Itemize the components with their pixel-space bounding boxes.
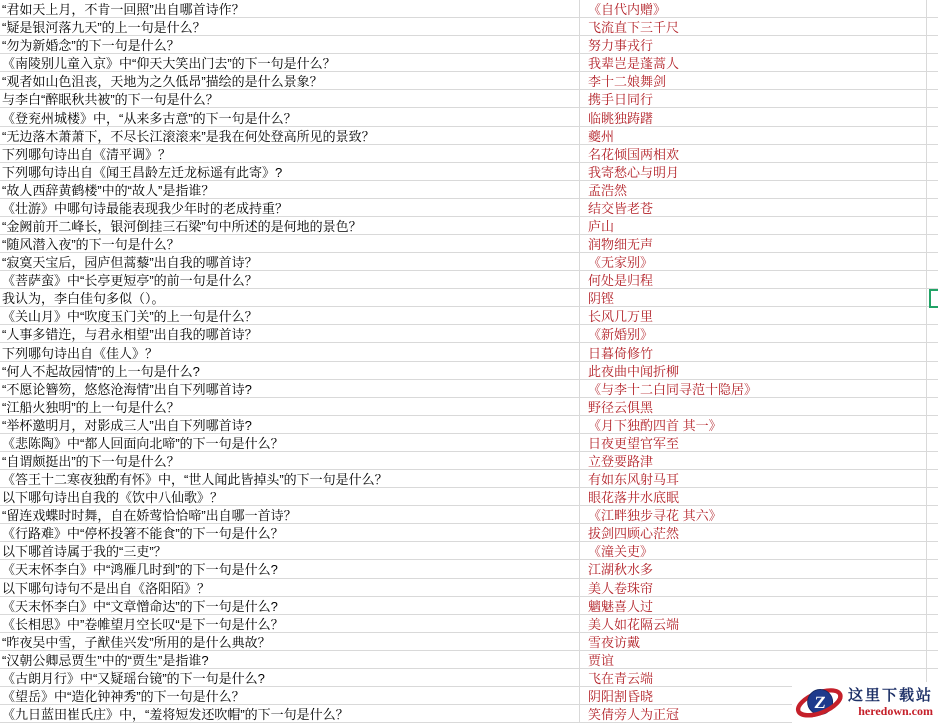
table-row: [0, 343, 938, 361]
right-margin-cell[interactable]: [927, 0, 938, 17]
table-row: [0, 380, 938, 398]
question-cell[interactable]: “举杯邀明月，对影成三人”出自下列哪首诗?: [0, 416, 580, 433]
right-margin-cell[interactable]: [927, 271, 938, 288]
table-row: [0, 0, 938, 18]
answer-cell[interactable]: 贾谊: [580, 651, 927, 668]
table-row: [0, 289, 938, 307]
answer-cell[interactable]: 眼花落井水底眠: [580, 488, 927, 505]
table-row: [0, 145, 938, 163]
right-margin-cell[interactable]: [927, 181, 938, 198]
table-row: [0, 54, 938, 72]
watermark-text: [848, 687, 933, 718]
answer-cell[interactable]: 孟浩然: [580, 181, 927, 198]
question-cell[interactable]: 与李白“醉眠秋共被”的下一句是什么？: [0, 90, 580, 107]
table-row: [0, 199, 938, 217]
table-row: [0, 181, 938, 199]
table-row: [0, 253, 938, 271]
question-cell[interactable]: 《登兖州城楼》中，“从来多古意”的下一句是什么？: [0, 108, 580, 125]
right-margin-cell[interactable]: [927, 90, 938, 107]
table-row: [0, 362, 938, 380]
right-margin-cell[interactable]: [927, 579, 938, 596]
table-row: [0, 633, 938, 651]
right-margin-cell[interactable]: [927, 524, 938, 541]
question-cell[interactable]: “汉朝公卿忌贾生”中的“贾生”是指谁?: [0, 651, 580, 668]
question-cell[interactable]: “故人西辞黄鹤楼”中的“故人”是指谁？: [0, 181, 580, 198]
answer-cell[interactable]: 飞在青云端: [580, 669, 927, 686]
answer-cell[interactable]: 《无家别》: [580, 253, 927, 270]
right-margin-cell[interactable]: [927, 199, 938, 216]
answer-cell[interactable]: 名花倾国两相欢: [580, 145, 927, 162]
right-margin-cell[interactable]: [927, 163, 938, 180]
right-margin-cell[interactable]: [927, 325, 938, 342]
answer-cell[interactable]: 野径云俱黑: [580, 398, 927, 415]
answer-cell[interactable]: 我寄愁心与明月: [580, 163, 927, 180]
answer-cell[interactable]: 魑魅喜人过: [580, 597, 927, 614]
answer-cell[interactable]: 携手日同行: [580, 90, 927, 107]
question-cell[interactable]: 《答王十二寒夜独酌有怀》中，“世人闻此皆掉头”的下一句是什么？: [0, 470, 580, 487]
right-margin-cell[interactable]: [927, 18, 938, 35]
answer-cell[interactable]: 我辈岂是蓬蒿人: [580, 54, 927, 71]
right-margin-cell[interactable]: [927, 54, 938, 71]
question-cell[interactable]: “昨夜吴中雪，子猷佳兴发”所用的是什么典故？: [0, 633, 580, 650]
answer-cell[interactable]: 飞流直下三千尺: [580, 18, 927, 35]
right-margin-cell[interactable]: [927, 506, 938, 523]
question-cell[interactable]: 《长相思》中”卷帷望月空长叹“是下一句是什么？: [0, 615, 580, 632]
question-cell[interactable]: “何人不起故园情”的上一句是什么?: [0, 362, 580, 379]
answer-cell[interactable]: 立登要路津: [580, 452, 927, 469]
right-margin-cell[interactable]: [927, 488, 938, 505]
answer-cell[interactable]: 阴阳割昏晓: [580, 687, 927, 704]
answer-cell[interactable]: 结交皆老苍: [580, 199, 927, 216]
question-cell[interactable]: 《南陵别儿童入京》中“仰天大笑出门去”的下一句是什么？: [0, 54, 580, 71]
table-row: [0, 108, 938, 126]
question-cell[interactable]: 《行路难》中“停杯投箸不能食”的下一句是什么？: [0, 524, 580, 541]
right-margin-cell[interactable]: [927, 343, 938, 360]
table-row: [0, 524, 938, 542]
question-cell[interactable]: “寂寞天宝后，园庐但蒿藜”出自我的哪首诗？: [0, 253, 580, 270]
right-margin-cell[interactable]: [927, 307, 938, 324]
question-cell[interactable]: 《九日蓝田崔氏庄》中，“羞将短发还吹帽”的下一句是什么？: [0, 705, 580, 722]
right-margin-cell[interactable]: [927, 542, 938, 559]
answer-cell[interactable]: 《自代内赠》: [580, 0, 927, 17]
right-margin-cell[interactable]: [927, 127, 938, 144]
answer-cell[interactable]: 江湖秋水多: [580, 560, 927, 577]
question-cell[interactable]: “留连戏蝶时时舞，自在娇莺恰恰啼”出自哪一首诗？: [0, 506, 580, 523]
answer-cell[interactable]: 润物细无声: [580, 235, 927, 252]
answer-cell[interactable]: 有如东风射马耳: [580, 470, 927, 487]
answer-cell[interactable]: 阴铿: [580, 289, 927, 306]
table-row: [0, 488, 938, 506]
question-cell[interactable]: “江船火独明”的上一句是什么？: [0, 398, 580, 415]
question-cell[interactable]: 下列哪句诗出自《闻王昌龄左迁龙标遥有此寄》?: [0, 163, 580, 180]
answer-cell[interactable]: 《新婚别》: [580, 325, 927, 342]
table-row: [0, 579, 938, 597]
selected-cell-indicator[interactable]: [929, 289, 938, 308]
question-cell[interactable]: 我认为，李白佳句多似（）。: [0, 289, 580, 306]
right-margin-cell[interactable]: [927, 217, 938, 234]
question-cell[interactable]: “随风潜入夜”的下一句是什么？: [0, 235, 580, 252]
answer-cell[interactable]: 日暮倚修竹: [580, 343, 927, 360]
question-cell[interactable]: 下列哪句诗出自《清平调》？: [0, 145, 580, 162]
svg-text:Z: Z: [813, 693, 827, 713]
question-cell[interactable]: “金阙前开二峰长，银河倒挂三石梁”句中所述的是何地的景色？: [0, 217, 580, 234]
answer-cell[interactable]: 《月下独酌四首 其一》: [580, 416, 927, 433]
table-row: [0, 416, 938, 434]
answer-cell[interactable]: 笑倩旁人为正冠: [580, 705, 927, 722]
question-cell[interactable]: 《菩萨蛮》中“长亭更短亭”的前一句是什么？: [0, 271, 580, 288]
table-row: [0, 597, 938, 615]
answer-cell[interactable]: 雪夜访戴: [580, 633, 927, 650]
right-margin-cell[interactable]: [927, 434, 938, 451]
question-cell[interactable]: 《天末怀李白》中“文章憎命达”的下一句是什么?: [0, 597, 580, 614]
right-margin-cell[interactable]: [927, 145, 938, 162]
table-row: [0, 615, 938, 633]
right-margin-cell[interactable]: [927, 253, 938, 270]
question-cell[interactable]: “自谓颇挺出”的下一句是什么？: [0, 452, 580, 469]
answer-cell[interactable]: 长风几万里: [580, 307, 927, 324]
question-cell[interactable]: 以下哪首诗属于我的“三吏”？: [0, 542, 580, 559]
table-row: [0, 163, 938, 181]
answer-cell[interactable]: 美人卷珠帘: [580, 579, 927, 596]
table-row: [0, 325, 938, 343]
question-cell[interactable]: “勿为新婚念”的下一句是什么？: [0, 36, 580, 53]
answer-cell[interactable]: 《潼关吏》: [580, 542, 927, 559]
answer-cell[interactable]: 临眺独踌躇: [580, 108, 927, 125]
question-cell[interactable]: “无边落木萧萧下，不尽长江滚滚来”是我在何处登高所见的景致？: [0, 127, 580, 144]
right-margin-cell[interactable]: [927, 651, 938, 668]
right-margin-cell[interactable]: [927, 633, 938, 650]
right-margin-cell[interactable]: [927, 416, 938, 433]
table-row: [0, 127, 938, 145]
right-margin-cell[interactable]: [927, 470, 938, 487]
answer-cell[interactable]: 《江畔独步寻花 其六》: [580, 506, 927, 523]
question-cell[interactable]: “君如天上月，不肯一回照”出自哪首诗作？: [0, 0, 580, 17]
answer-cell[interactable]: 此夜曲中闻折柳: [580, 362, 927, 379]
question-cell[interactable]: 以下哪句诗句不是出自《洛阳陌》？: [0, 579, 580, 596]
question-cell[interactable]: 以下哪句诗出自我的《饮中八仙歌》？: [0, 488, 580, 505]
question-cell[interactable]: 《关山月》中“吹度玉门关”的上一句是什么？: [0, 307, 580, 324]
table-row: [0, 217, 938, 235]
table-row: [0, 235, 938, 253]
table-row: [0, 18, 938, 36]
site-url[interactable]: heredown.com: [858, 703, 934, 718]
site-name: 这里下载站: [848, 687, 934, 704]
answer-cell[interactable]: 庐山: [580, 217, 927, 234]
table-row: [0, 36, 938, 54]
question-cell[interactable]: “疑是银河落九天”的上一句是什么？: [0, 18, 580, 35]
right-margin-cell[interactable]: [927, 235, 938, 252]
right-margin-cell[interactable]: [927, 597, 938, 614]
question-cell[interactable]: 下列哪句诗出自《佳人》？: [0, 343, 580, 360]
table-row: [0, 452, 938, 470]
table-row: [0, 560, 938, 578]
answer-cell[interactable]: 美人如花隔云端: [580, 615, 927, 632]
table-row: [0, 651, 938, 669]
table-row: [0, 72, 938, 90]
table-row: [0, 506, 938, 524]
site-watermark: [792, 682, 938, 723]
answer-cell[interactable]: 夔州: [580, 127, 927, 144]
question-cell[interactable]: “不愿论簪笏，悠悠沧海情”出自下列哪首诗?: [0, 380, 580, 397]
right-margin-cell[interactable]: [927, 398, 938, 415]
question-cell[interactable]: 《悲陈陶》中“都人回面向北啼”的下一句是什么？: [0, 434, 580, 451]
question-cell[interactable]: 《天末怀李白》中“鸿雁几时到”的下一句是什么?: [0, 560, 580, 577]
table-row: [0, 542, 938, 560]
answer-cell[interactable]: 《与李十二白同寻范十隐居》: [580, 380, 927, 397]
table-row: [0, 271, 938, 289]
question-cell[interactable]: 《壮游》中哪句诗最能表现我少年时的老成持重？: [0, 199, 580, 216]
question-cell[interactable]: “观者如山色沮丧，天地为之久低昂”描绘的是什么景象？: [0, 72, 580, 89]
answer-cell[interactable]: 努力事戎行: [580, 36, 927, 53]
right-margin-cell[interactable]: [927, 452, 938, 469]
answer-cell[interactable]: 日夜更望官军至: [580, 434, 927, 451]
question-cell[interactable]: 《古朗月行》中“又疑瑶台镜”的下一句是什么?: [0, 669, 580, 686]
table-row: [0, 470, 938, 488]
right-margin-cell[interactable]: [927, 72, 938, 89]
right-margin-cell[interactable]: [927, 615, 938, 632]
answer-cell[interactable]: 李十二娘舞剑: [580, 72, 927, 89]
table-row: [0, 90, 938, 108]
table-row: [0, 434, 938, 452]
right-margin-cell[interactable]: [927, 362, 938, 379]
right-margin-cell[interactable]: [927, 108, 938, 125]
answer-cell[interactable]: 何处是归程: [580, 271, 927, 288]
heredown-logo-icon: [793, 683, 849, 721]
question-cell[interactable]: 《望岳》中“造化钟神秀”的下一句是什么？: [0, 687, 580, 704]
right-margin-cell[interactable]: [927, 36, 938, 53]
answer-cell[interactable]: 拔剑四顾心茫然: [580, 524, 927, 541]
right-margin-cell[interactable]: [927, 560, 938, 577]
table-row: [0, 398, 938, 416]
table-row: [0, 307, 938, 325]
question-cell[interactable]: “人事多错迕，与君永相望”出自我的哪首诗？: [0, 325, 580, 342]
right-margin-cell[interactable]: [927, 380, 938, 397]
